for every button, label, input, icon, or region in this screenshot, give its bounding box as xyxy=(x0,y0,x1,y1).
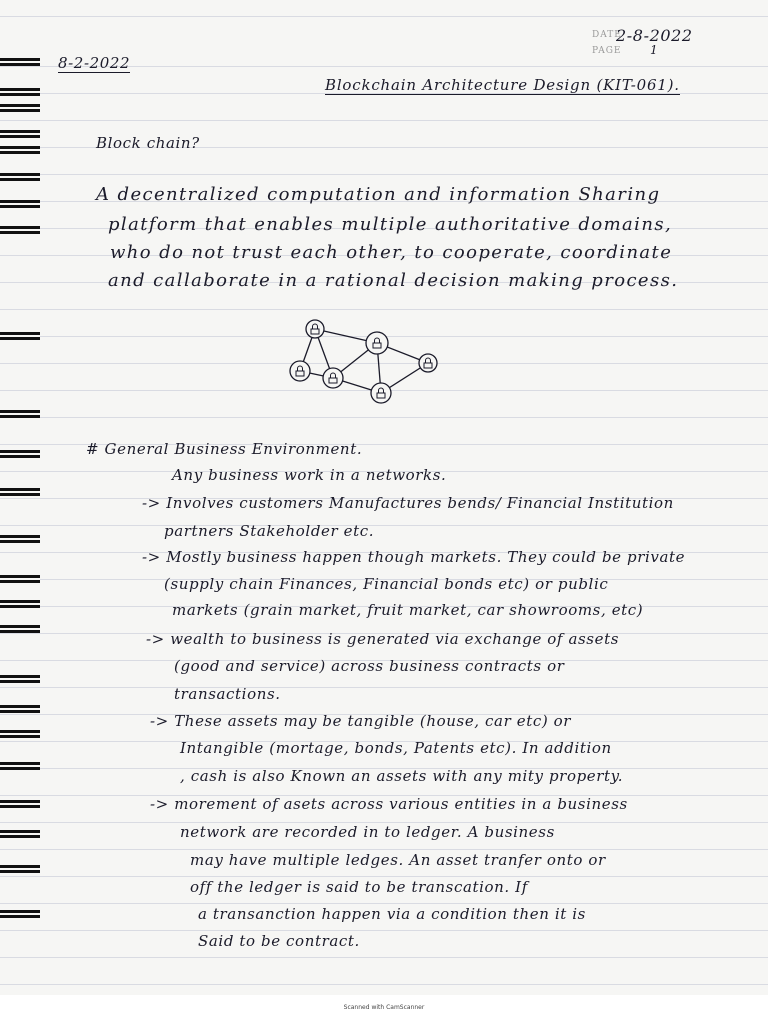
note-line: -> Mostly business happen though markets. They could be private xyxy=(142,548,686,566)
note-line: may have multiple ledges. An asset tranfer onto or xyxy=(190,851,606,869)
note-line: Said to be contract. xyxy=(198,932,360,950)
note-line: markets (grain market, fruit market, car showrooms, etc) xyxy=(172,601,644,619)
note-line: network are recorded in to ledger. A business xyxy=(180,823,555,841)
note-line: -> wealth to business is generated via exchange of assets xyxy=(146,630,619,648)
page-number: 1 xyxy=(650,43,659,57)
note-line: -> Involves customers Manufactures bends/ Financial Institution xyxy=(142,494,674,512)
date-right: 2-8-2022 xyxy=(616,26,693,45)
scanner-footer: Scanned with CamScanner xyxy=(343,1004,425,1011)
question-heading: Block chain? xyxy=(96,134,200,152)
definition-line: platform that enables multiple authoritative domains, xyxy=(108,214,673,235)
definition-line: and callaborate in a rational decision making process. xyxy=(108,270,679,291)
section-heading: # General Business Environment. xyxy=(86,440,363,458)
lock-node-icon xyxy=(290,320,437,403)
section-intro: Any business work in a networks. xyxy=(172,466,447,484)
note-line: partners Stakeholder etc. xyxy=(164,522,375,540)
course-title: Blockchain Architecture Design (KIT-061). xyxy=(325,76,680,94)
note-line: (supply chain Finances, Financial bonds etc) or public xyxy=(164,575,609,593)
note-line: transactions. xyxy=(174,685,281,703)
definition-line: A decentralized computation and information Sharing xyxy=(96,184,661,205)
note-line: , cash is also Known an assets with any mity property. xyxy=(180,767,624,785)
note-line: Intangible (mortage, bonds, Patents etc). In addition xyxy=(180,739,612,757)
definition-line: who do not trust each other, to cooperate, coordinate xyxy=(110,242,673,263)
note-line: off the ledger is said to be transcation. If xyxy=(190,878,528,896)
note-line: -> These assets may be tangible (house, car etc) or xyxy=(150,712,572,730)
note-line: a transanction happen via a condition then it is xyxy=(198,905,586,923)
note-line: (good and service) across business contracts or xyxy=(174,657,565,675)
page-label: PAGE xyxy=(592,46,622,56)
date-label: DATE xyxy=(592,30,622,40)
note-line: -> morement of asets across various entities in a business xyxy=(150,795,628,813)
date-left: 8-2-2022 xyxy=(58,54,131,72)
